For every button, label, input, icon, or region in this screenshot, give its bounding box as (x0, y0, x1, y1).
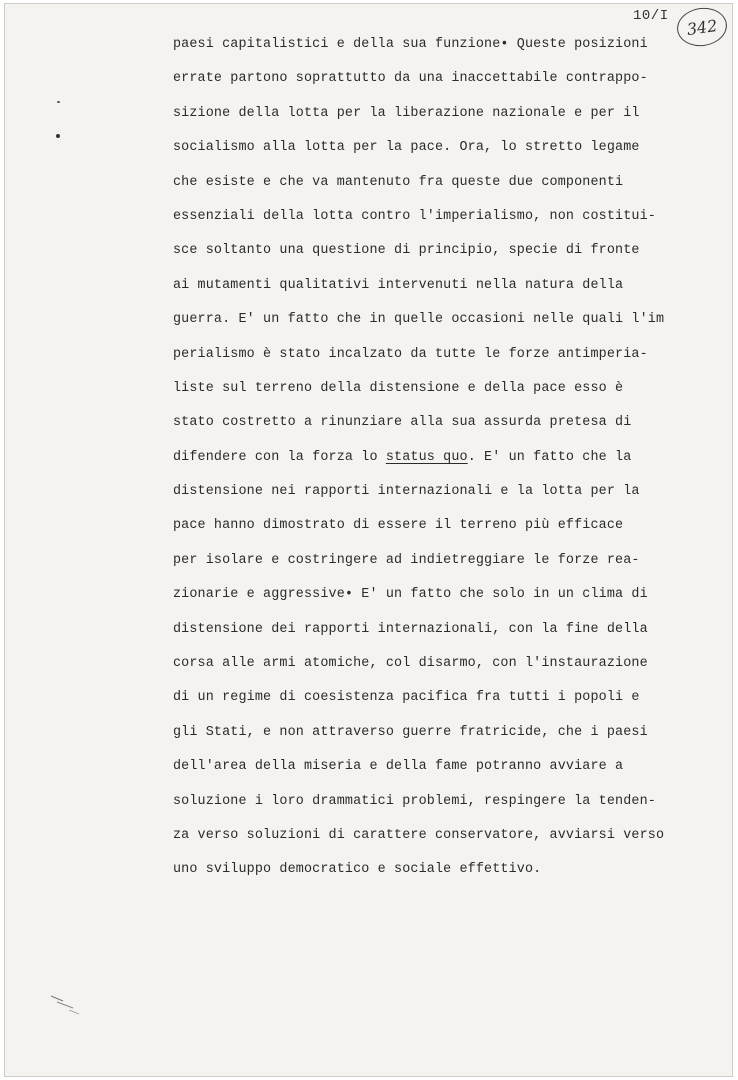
margin-dot (56, 134, 60, 138)
margin-scratch-marks (49, 992, 83, 1016)
text-line: gli Stati, e non attraverso guerre fratricide, che i paesi (173, 724, 648, 740)
text-line: sizione della lotta per la liberazione nazionale e per il (173, 105, 640, 121)
text-line: dell'area della miseria e della fame potranno avviare a (173, 759, 624, 775)
text-line: distensione nei rapporti internazionali e la lotta per la (173, 484, 640, 500)
text-line: corsa alle armi atomiche, col disarmo, con l'instaurazione (173, 656, 648, 672)
page-number: 10/I (633, 8, 669, 24)
text-line: di un regime di coesistenza pacifica fra tutti i popoli e (173, 690, 640, 706)
text-line: pace hanno dimostrato di essere il terreno più efficace (173, 518, 624, 534)
archive-number-stamp: 342 (675, 5, 730, 50)
text-line: guerra. E' un fatto che in quelle occasioni nelle quali l'im (173, 312, 665, 328)
text-line: essenziali della lotta contro l'imperialismo, non costitui- (173, 208, 656, 224)
text-line: paesi capitalistici e della sua funzione• Queste posizioni (173, 37, 648, 52)
text-line: difendere con la forza lo status quo. E' un fatto che la (173, 449, 632, 465)
text-line: per isolare e costringere ad indietreggiare le forze rea- (173, 552, 640, 568)
text-line: che esiste e che va mantenuto fra queste due componenti (173, 174, 624, 190)
text-line: stato costretto a rinunziare alla sua assurda pretesa di (173, 415, 632, 431)
text-line: distensione dei rapporti internazionali, con la fine della (173, 621, 648, 637)
text-line: perialismo è stato incalzato da tutte le forze antimperia- (173, 346, 648, 362)
text-line: zionarie e aggressive• E' un fatto che solo in un clima di (173, 587, 648, 603)
text-line: socialismo alla lotta per la pace. Ora, lo stretto legame (173, 140, 640, 156)
typed-text-body (173, 28, 718, 888)
text-line: sce soltanto una questione di principio, specie di fronte (173, 243, 640, 259)
text-line: liste sul terreno della distensione e della pace esso è (173, 380, 624, 396)
text-line: errate partono soprattutto da una inaccettabile contrappo- (173, 71, 648, 87)
text-line: ai mutamenti qualitativi intervenuti nella natura della (173, 277, 624, 293)
text-line: za verso soluzioni di carattere conservatore, avviarsi verso (173, 827, 665, 843)
document-page (4, 3, 733, 1077)
margin-mark (57, 101, 60, 103)
text-line: soluzione i loro drammatici problemi, respingere la tenden- (173, 793, 656, 809)
text-line: uno sviluppo democratico e sociale effettivo. (173, 862, 542, 878)
